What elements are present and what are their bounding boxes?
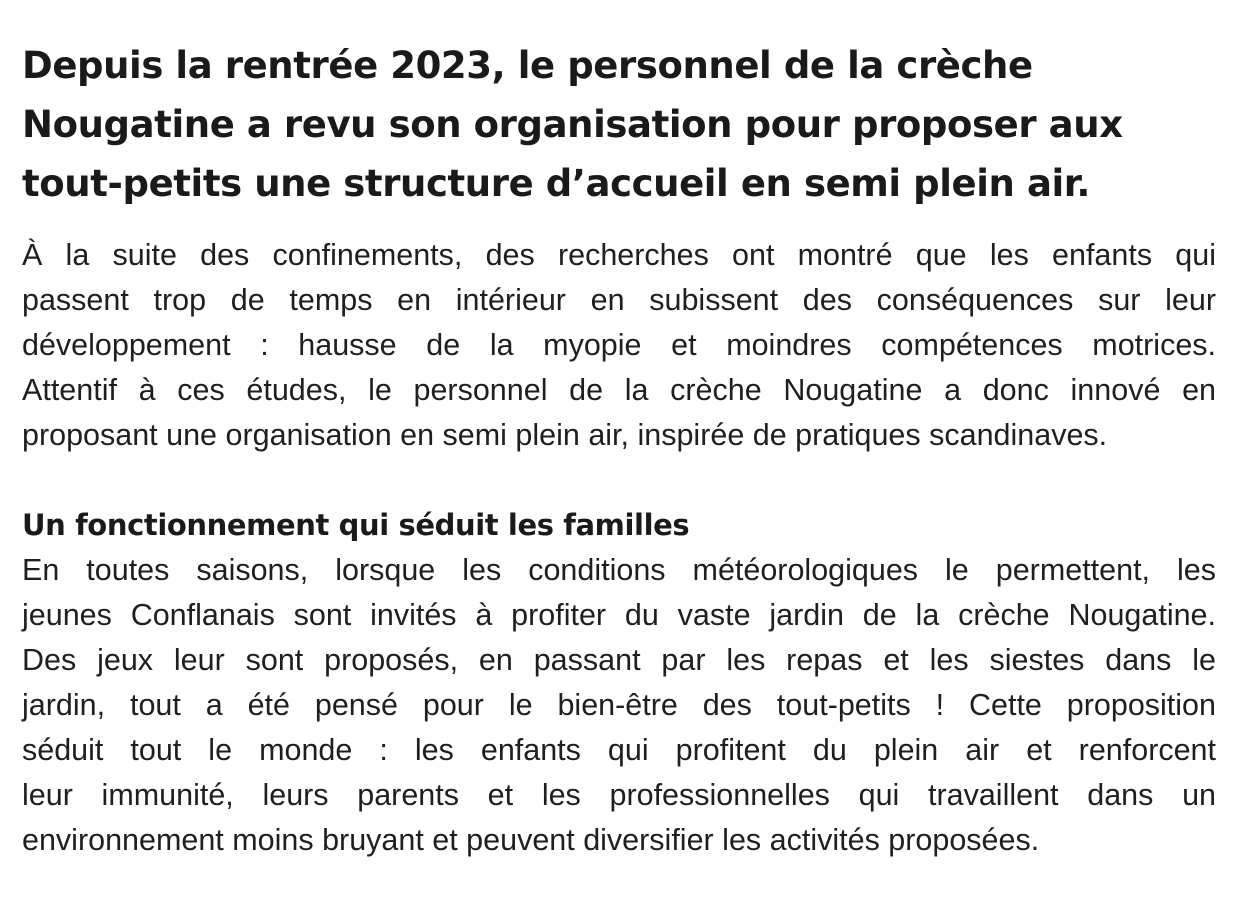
- lead-heading: [22, 36, 1216, 213]
- paragraph-line: En toutes saisons, lorsque les conditions météorologiques le permettent, les: [22, 553, 1216, 587]
- paragraph-line: séduit tout le monde : les enfants qui profitent du plein air et renforcent: [22, 733, 1216, 767]
- paragraph-line: Attentif à ces études, le personnel de la crèche Nougatine a donc innové en: [22, 373, 1216, 407]
- paragraph-line: jeunes Conflanais sont invités à profiter du vaste jardin de la crèche Nougatine.: [22, 598, 1216, 632]
- families-section: [22, 503, 1216, 863]
- lead-line: Nougatine a revu son organisation pour proposer aux: [22, 103, 1123, 146]
- paragraph-line: environnement moins bruyant et peuvent diversifier les activités proposées.: [22, 823, 1040, 857]
- paragraph-line: passent trop de temps en intérieur en subissent des conséquences sur leur: [22, 283, 1216, 317]
- paragraph-line: Des jeux leur sont proposés, en passant par les repas et les siestes dans le: [22, 643, 1216, 677]
- paragraph-line: jardin, tout a été pensé pour le bien-être des tout-petits ! Cette proposition: [22, 688, 1216, 722]
- paragraph-line: développement : hausse de la myopie et moindres compétences motrices.: [22, 328, 1216, 362]
- paragraph-line: proposant une organisation en semi plein air, inspirée de pratiques scandinaves.: [22, 418, 1108, 452]
- section-paragraph: [22, 548, 1216, 863]
- paragraph-line: leur immunité, leurs parents et les professionnelles qui travaillent dans un: [22, 778, 1216, 812]
- section-heading: Un fonctionnement qui séduit les familles: [22, 508, 690, 542]
- intro-paragraph: [22, 233, 1216, 458]
- paragraph-line: À la suite des confinements, des recherches ont montré que les enfants qui: [22, 238, 1216, 272]
- lead-line: Depuis la rentrée 2023, le personnel de la crèche: [22, 44, 1033, 87]
- article: [22, 36, 1216, 863]
- lead-line: tout-petits une structure d’accueil en semi plein air.: [22, 162, 1091, 205]
